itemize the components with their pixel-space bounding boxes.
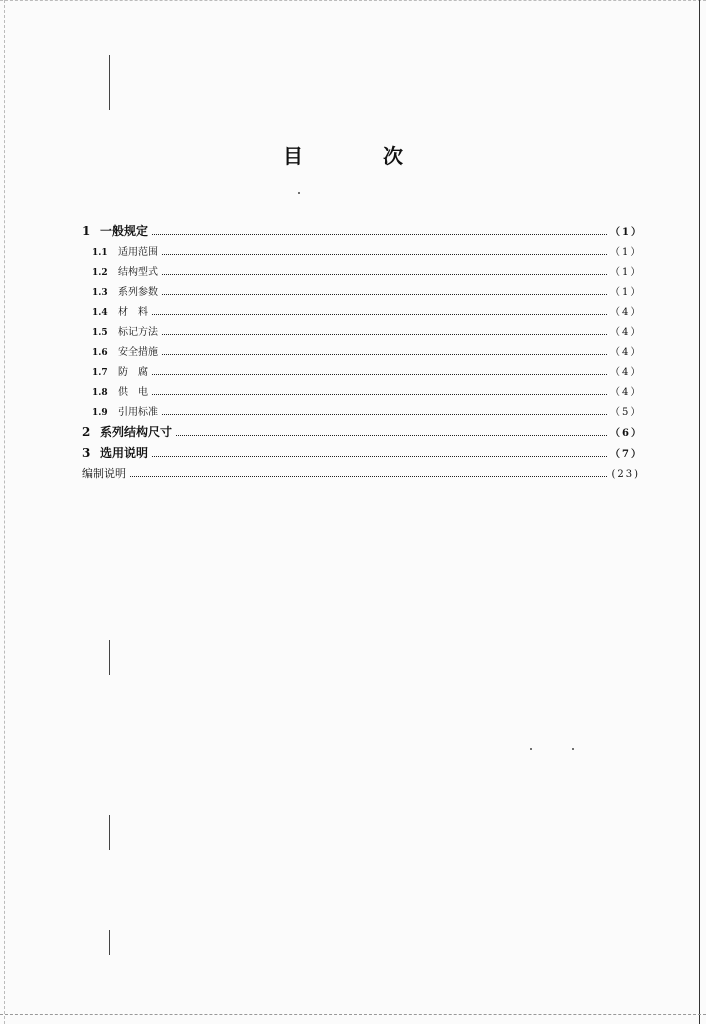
toc-entry <box>82 465 640 485</box>
leader-dots <box>162 273 607 275</box>
toc-entry-label: 适用范围 <box>118 247 158 258</box>
toc-entry <box>82 222 643 243</box>
toc-entry <box>82 383 643 403</box>
binding-mark <box>109 930 110 955</box>
toc-entry <box>82 283 643 303</box>
toc-entry-label: 安全措施 <box>118 347 158 358</box>
toc-entry-number: 1.2 <box>92 268 108 278</box>
toc-entry-page: （4） <box>610 367 643 378</box>
toc-entry-number: 1.7 <box>92 368 108 378</box>
toc-entry-page: （1） <box>610 247 643 258</box>
toc-entry-page: （4） <box>610 307 643 318</box>
toc-entry-page: （4） <box>610 327 643 338</box>
binding-mark <box>109 815 110 850</box>
toc-entry-page: (23) <box>611 469 640 480</box>
toc-entry-number: 1.4 <box>92 308 108 318</box>
leader-dots <box>176 434 607 436</box>
leader-dots <box>130 475 607 477</box>
toc-entry-label: 一般规定 <box>100 224 149 238</box>
leader-dots <box>162 253 607 255</box>
leader-dots <box>162 353 607 355</box>
leader-dots <box>162 413 607 415</box>
toc-entry-label: 系列结构尺寸 <box>100 425 173 439</box>
toc-entry-page: （4） <box>610 387 643 398</box>
scan-speck <box>572 748 574 750</box>
scan-speck <box>298 192 300 194</box>
toc-entry-number: 2 <box>82 425 91 439</box>
toc-entry-number: 1.8 <box>92 388 108 398</box>
toc-entry-page: （4） <box>610 347 643 358</box>
toc-entry-label: 供 电 <box>118 387 148 398</box>
binding-mark <box>109 55 110 110</box>
toc-entry <box>82 444 643 465</box>
leader-dots <box>152 313 607 315</box>
toc-entry-label: 编制说明 <box>82 467 126 480</box>
leader-dots <box>152 373 607 375</box>
toc-entry-label: 选用说明 <box>100 446 149 460</box>
toc-entry-label: 防 腐 <box>118 367 148 378</box>
toc-entry-page: （5） <box>610 407 643 418</box>
leader-dots <box>152 233 607 235</box>
toc-entry-number: 1.9 <box>92 408 108 418</box>
toc-entry-number: 3 <box>82 446 91 460</box>
leader-dots <box>152 455 607 457</box>
toc-entry-page: （1） <box>610 267 643 278</box>
toc-entry-label: 引用标准 <box>118 407 158 418</box>
toc-entry-number: 1.3 <box>92 288 108 298</box>
toc-entry <box>82 323 643 343</box>
toc-entry <box>82 423 643 444</box>
toc-entry <box>82 303 643 323</box>
toc-entry <box>82 363 643 383</box>
scan-edge-top <box>0 0 706 2</box>
toc-entry-label: 结构型式 <box>118 267 158 278</box>
leader-dots <box>152 393 607 395</box>
toc-entry-number: 1.5 <box>92 328 108 338</box>
toc-entry-label: 标记方法 <box>118 327 158 338</box>
toc-entry <box>82 343 643 363</box>
toc-entry-number: 1 <box>82 224 91 238</box>
toc-entry-page: （1） <box>610 227 643 238</box>
leader-dots <box>162 333 607 335</box>
leader-dots <box>162 293 607 295</box>
toc-entry <box>82 243 643 263</box>
scan-speck <box>530 748 532 750</box>
page-title: 目 次 <box>283 144 433 168</box>
toc-entry-label: 系列参数 <box>118 287 158 298</box>
toc-entry <box>82 403 643 423</box>
toc-entry-number: 1.6 <box>92 348 108 358</box>
scan-edge-bottom <box>0 1014 706 1016</box>
binding-mark <box>109 640 110 675</box>
toc-entry-page: （1） <box>610 287 643 298</box>
toc-entry <box>82 263 643 283</box>
toc-entry-page: （7） <box>610 449 643 460</box>
table-of-contents <box>82 222 643 485</box>
toc-entry-number: 1.1 <box>92 248 108 258</box>
toc-entry-label: 材 料 <box>118 307 148 318</box>
toc-entry-page: （6） <box>610 428 643 439</box>
